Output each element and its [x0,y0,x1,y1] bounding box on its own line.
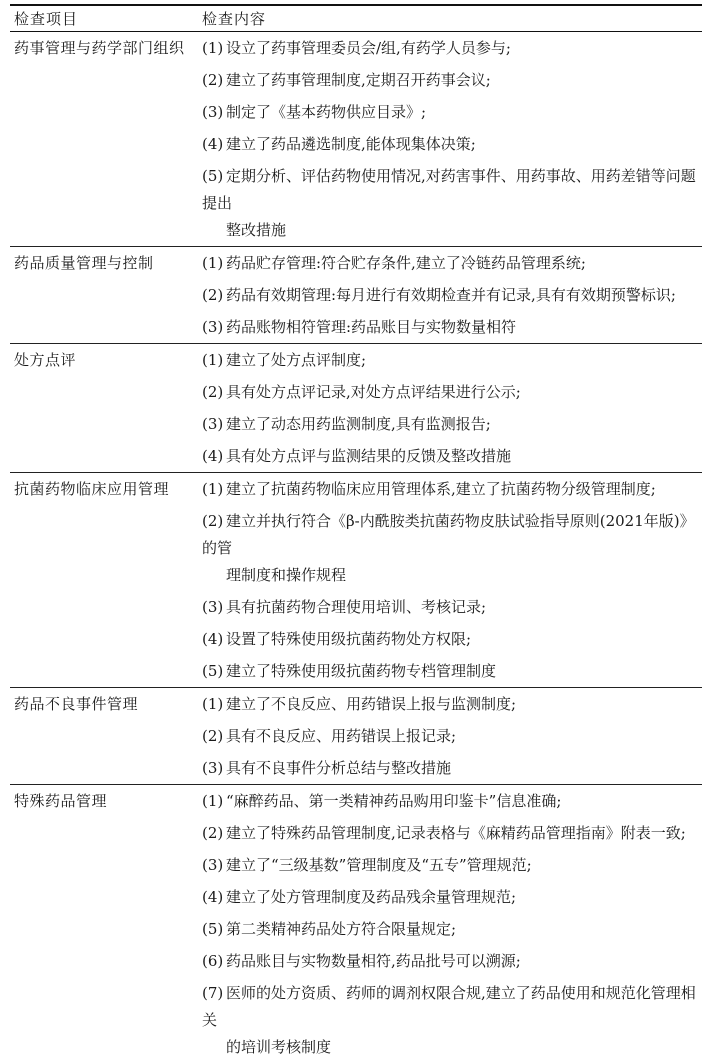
content-item [202,279,702,311]
item-text: 具有抗菌药物合理使用培训、考核记录; [226,598,486,616]
item-text: 设置了特殊使用级抗菌药物处方权限; [226,630,471,648]
item-number: (1) [202,691,226,718]
table-row [10,247,702,344]
item-text: 建立了药品遴选制度,能体现集体决策; [226,135,476,153]
item-text: 定期分析、评估药物使用情况,对药害事件、用药事故、用药差错等问题提出 [202,167,696,212]
item-number: (3) [202,594,226,621]
item-number: (2) [202,508,226,535]
content-item [202,817,702,849]
content-item [202,440,702,472]
item-number: (3) [202,411,226,438]
item-text: 建立了处方点评制度; [226,351,366,369]
item-text: 建立了抗菌药物临床应用管理体系,建立了抗菌药物分级管理制度; [226,480,656,498]
item-text: 设立了药事管理委员会/组,有药学人员参与; [226,39,511,57]
category-cell: 药品不良事件管理 [10,688,202,785]
item-number: (4) [202,131,226,158]
content-cell [202,688,702,785]
category-cell: 抗菌药物临床应用管理 [10,473,202,688]
category-cell: 处方点评 [10,344,202,473]
item-text: 第二类精神药品处方符合限量规定; [226,920,456,938]
content-cell [202,473,702,688]
content-cell [202,247,702,344]
table-row [10,32,702,247]
item-text: 药品账目与实物数量相符,药品批号可以溯源; [226,952,521,970]
content-item [202,96,702,128]
category-cell: 药品质量管理与控制 [10,247,202,344]
item-number: (6) [202,948,226,975]
item-number: (3) [202,852,226,879]
item-text-continued: 整改措施 [202,217,702,244]
item-number: (7) [202,980,226,1007]
content-item [202,311,702,343]
item-text: 建立了药事管理制度,定期召开药事会议; [226,71,491,89]
category-cell: 药事管理与药学部门组织 [10,32,202,247]
item-number: (1) [202,250,226,277]
item-text: 具有不良事件分析总结与整改措施 [226,759,451,777]
table-header [10,5,702,32]
item-text: 建立了处方管理制度及药品残余量管理规范; [226,888,516,906]
item-text: 建立了特殊使用级抗菌药物专档管理制度 [226,662,496,680]
item-text: 药品贮存管理:符合贮存条件,建立了冷链药品管理系统; [226,254,586,272]
item-number: (5) [202,658,226,685]
content-item [202,720,702,752]
content-item [202,849,702,881]
content-item [202,785,702,817]
content-item [202,505,702,591]
item-number: (1) [202,35,226,62]
item-number: (3) [202,755,226,782]
table-row [10,688,702,785]
inspection-table [10,4,702,1063]
content-item [202,623,702,655]
item-number: (2) [202,723,226,750]
content-item [202,655,702,687]
item-number: (2) [202,379,226,406]
content-item [202,913,702,945]
item-number: (4) [202,626,226,653]
item-text-continued: 理制度和操作规程 [202,562,702,589]
item-number: (2) [202,820,226,847]
table-row [10,785,702,1063]
item-text: 医师的处方资质、药师的调剂权限合规,建立了药品使用和规范化管理相关 [202,984,696,1029]
item-text: 具有处方点评记录,对处方点评结果进行公示; [226,383,521,401]
item-text-continued: 的培训考核制度 [202,1034,702,1061]
content-item [202,64,702,96]
item-text: “麻醉药品、第一类精神药品购用印鉴卡”信息准确; [226,792,561,810]
item-text: 具有不良反应、用药错误上报记录; [226,727,456,745]
item-number: (4) [202,884,226,911]
item-text: 建立了动态用药监测制度,具有监测报告; [226,415,491,433]
content-cell [202,344,702,473]
content-item [202,408,702,440]
item-number: (2) [202,282,226,309]
item-text: 建立了不良反应、用药错误上报与监测制度; [226,695,516,713]
item-text: 药品有效期管理:每月进行有效期检查并有记录,具有有效期预警标识; [226,286,676,304]
table-row [10,344,702,473]
category-cell: 特殊药品管理 [10,785,202,1063]
content-item [202,473,702,505]
item-number: (1) [202,788,226,815]
content-item [202,128,702,160]
item-text: 药品账物相符管理:药品账目与实物数量相符 [226,318,516,336]
item-number: (4) [202,443,226,470]
item-text: 制定了《基本药物供应目录》; [226,103,426,121]
content-item [202,945,702,977]
content-item [202,591,702,623]
content-item [202,344,702,376]
table-row [10,473,702,688]
content-item [202,247,702,279]
content-item [202,32,702,64]
item-number: (5) [202,163,226,190]
header-inspection-content: 检查内容 [202,5,702,32]
content-item [202,376,702,408]
table-body [10,32,702,1063]
content-cell [202,785,702,1063]
content-item [202,881,702,913]
content-item [202,977,702,1063]
item-number: (1) [202,476,226,503]
item-number: (1) [202,347,226,374]
item-number: (3) [202,99,226,126]
content-cell [202,32,702,247]
content-item [202,752,702,784]
item-text: 建立并执行符合《β-内酰胺类抗菌药物皮肤试验指导原则(2021年版)》的管 [202,512,695,557]
item-number: (5) [202,916,226,943]
item-text: 建立了特殊药品管理制度,记录表格与《麻精药品管理指南》附表一致; [226,824,686,842]
content-item [202,160,702,246]
item-text: 具有处方点评与监测结果的反馈及整改措施 [226,447,511,465]
item-number: (3) [202,314,226,341]
header-inspection-item: 检查项目 [10,5,202,32]
item-text: 建立了“三级基数”管理制度及“五专”管理规范; [226,856,532,874]
content-item [202,688,702,720]
item-number: (2) [202,67,226,94]
